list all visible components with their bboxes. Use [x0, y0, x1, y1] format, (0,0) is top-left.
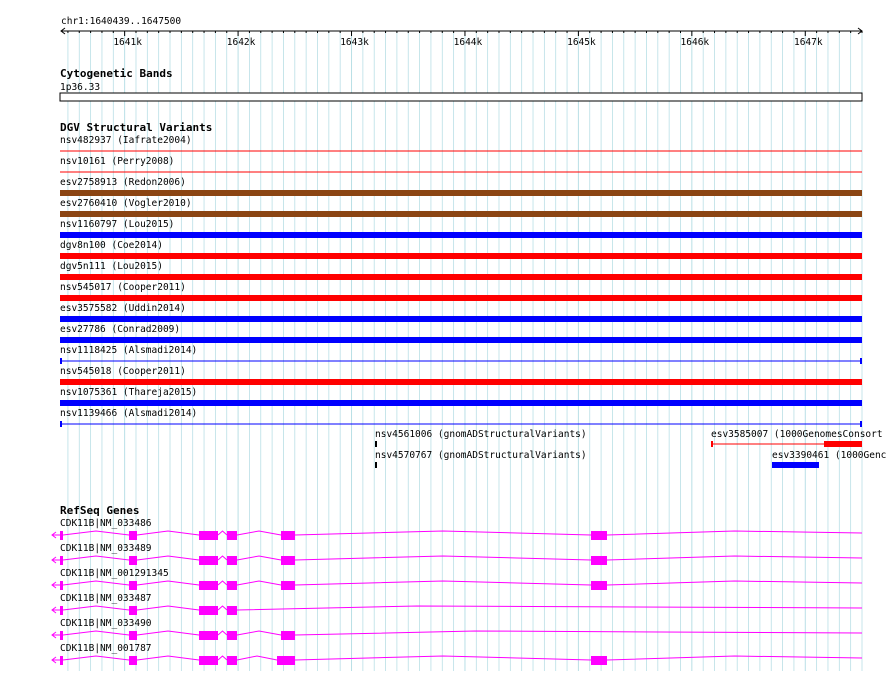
exon-block [227, 531, 237, 540]
refseq-transcript-row[interactable] [52, 593, 862, 615]
exon-block [199, 531, 218, 540]
exon-block [591, 581, 607, 590]
refseq-transcript-label: CDK11B|NM_033487 [60, 593, 152, 604]
dgv-variant-label: esv27786 (Conrad2009) [60, 324, 181, 335]
dgv-feature-label: nsv4561006 (gnomADStructuralVariants) [375, 429, 587, 440]
exon-block [60, 656, 63, 665]
exon-block [227, 606, 237, 615]
ruler-tick-label: 1646k [680, 37, 710, 48]
exon-block [60, 556, 63, 565]
dgv-variant-label: dgv8n100 (Coe2014) [60, 240, 163, 251]
dgv-variant-label: dgv5n111 (Lou2015) [60, 261, 163, 272]
dgv-feature-mark [375, 441, 377, 447]
dgv-variant-row[interactable] [60, 156, 862, 172]
exon-block [227, 556, 237, 565]
exon-block [60, 631, 63, 640]
dgv-variant-label: nsv545018 (Cooper2011) [60, 366, 186, 377]
refseq-transcript-label: CDK11B|NM_033486 [60, 518, 152, 529]
dgv-feature-label: nsv4570767 (gnomADStructuralVariants) [375, 450, 587, 461]
exon-block [227, 631, 237, 640]
exon-block [227, 656, 237, 665]
refseq-transcript-row[interactable] [52, 643, 862, 665]
dgv-variant-bar [60, 295, 862, 301]
ruler-tick-label: 1644k [453, 37, 483, 48]
refseq-transcript-label: CDK11B|NM_001291345 [60, 568, 169, 579]
dgv-variant-row[interactable] [60, 261, 862, 280]
exon-block [281, 531, 295, 540]
refseq-transcript-row[interactable] [52, 543, 862, 565]
exon-block [60, 606, 63, 615]
dgv-feature-label: esv3390461 (1000Genc [772, 450, 887, 461]
dgv-variant-bar [60, 274, 862, 280]
dgv-variant-label: nsv1075361 (Thareja2015) [60, 387, 198, 398]
exon-block [281, 631, 295, 640]
dgv-feature-nsv4561006[interactable] [375, 429, 587, 447]
dgv-variant-bar [60, 253, 862, 259]
cytoband-label: 1p36.33 [60, 82, 101, 93]
dgv-feature-mark [772, 462, 819, 468]
exon-block [60, 581, 63, 590]
ruler-tick-label: 1642k [226, 37, 256, 48]
exon-block [281, 556, 295, 565]
refseq-transcript-row[interactable] [52, 618, 862, 640]
dgv-variant-row[interactable] [60, 282, 862, 301]
exon-block [281, 581, 295, 590]
dgv-feature-mark [375, 462, 377, 468]
refseq-transcript-row[interactable] [52, 568, 862, 590]
dgv-track-title: DGV Structural Variants [60, 121, 213, 134]
exon-block [199, 581, 218, 590]
ruler-tick-label: 1645k [567, 37, 596, 48]
dgv-feature-esv3390461[interactable] [772, 450, 886, 468]
exon-block [60, 531, 63, 540]
exon-block [591, 531, 607, 540]
intron-line [63, 556, 862, 560]
dgv-variant-bar [60, 337, 862, 343]
dgv-variant-label: nsv545017 (Cooper2011) [60, 282, 186, 293]
dgv-variant-label: esv2760410 (Vogler2010) [60, 198, 192, 209]
dgv-variant-bar [60, 232, 862, 238]
intron-line [63, 606, 862, 610]
cytoband-bar[interactable] [60, 93, 862, 101]
exon-block [227, 581, 237, 590]
exon-block [199, 656, 218, 665]
dgv-variant-bar [60, 211, 862, 217]
dgv-variant-label: nsv1139466 (Alsmadi2014) [60, 408, 198, 419]
dgv-variant-row[interactable] [60, 177, 862, 196]
exon-block [129, 556, 137, 565]
intron-line [63, 631, 862, 635]
exon-block [199, 606, 218, 615]
dgv-variant-row[interactable] [60, 219, 862, 238]
intron-line [63, 531, 862, 535]
intron-line [63, 656, 862, 660]
exon-block [199, 631, 218, 640]
coordinate-label: chr1:1640439..1647500 [61, 16, 182, 27]
dgv-variant-row[interactable] [60, 324, 862, 343]
exon-block [591, 556, 607, 565]
dgv-variant-row[interactable] [60, 387, 862, 406]
dgv-variant-label: nsv482937 (Iafrate2004) [60, 135, 192, 146]
ruler-ticks [68, 31, 862, 48]
exon-block [129, 631, 137, 640]
dgv-variant-row[interactable] [60, 135, 862, 151]
dgv-variant-bar [60, 379, 862, 385]
intron-line [63, 581, 862, 585]
refseq-transcript-rows [52, 518, 862, 665]
dgv-feature-esv3585007[interactable] [711, 429, 883, 447]
exon-block [129, 606, 137, 615]
dgv-variant-row[interactable] [60, 366, 862, 385]
cytoband-track-title: Cytogenetic Bands [60, 67, 173, 80]
dgv-variant-row[interactable] [60, 345, 862, 364]
dgv-variant-label: nsv10161 (Perry2008) [60, 156, 175, 167]
dgv-feature-mark [824, 441, 862, 447]
dgv-variant-label: nsv1118425 (Alsmadi2014) [60, 345, 198, 356]
dgv-variant-bar [60, 316, 862, 322]
refseq-transcript-label: CDK11B|NM_033489 [60, 543, 152, 554]
exon-block [591, 656, 607, 665]
refseq-transcript-row[interactable] [52, 518, 862, 540]
ruler-tick-label: 1641k [113, 37, 142, 48]
dgv-variant-row[interactable] [60, 303, 862, 322]
dgv-variant-bar [60, 400, 862, 406]
dgv-variant-bar [60, 190, 862, 196]
refseq-track-title: RefSeq Genes [60, 504, 140, 517]
dgv-variant-rows [60, 135, 862, 427]
dgv-variant-row[interactable] [60, 198, 862, 217]
exon-block [129, 581, 137, 590]
ruler-tick-label: 1647k [793, 37, 823, 48]
dgv-variant-row[interactable] [60, 240, 862, 259]
dgv-feature-label: esv3585007 (1000GenomesConsort [711, 429, 883, 440]
exon-block [129, 531, 137, 540]
dgv-feature-nsv4570767[interactable] [375, 450, 587, 468]
refseq-transcript-label: CDK11B|NM_033490 [60, 618, 152, 629]
exon-block [277, 656, 295, 665]
exon-block [129, 656, 137, 665]
dgv-variant-label: nsv1160797 (Lou2015) [60, 219, 175, 230]
dgv-variant-label: esv2758913 (Redon2006) [60, 177, 186, 188]
dgv-variant-row[interactable] [60, 408, 862, 427]
dgv-variant-label: esv3575582 (Uddin2014) [60, 303, 186, 314]
ruler-tick-label: 1643k [340, 37, 369, 48]
refseq-transcript-label: CDK11B|NM_001787 [60, 643, 152, 654]
exon-block [199, 556, 218, 565]
